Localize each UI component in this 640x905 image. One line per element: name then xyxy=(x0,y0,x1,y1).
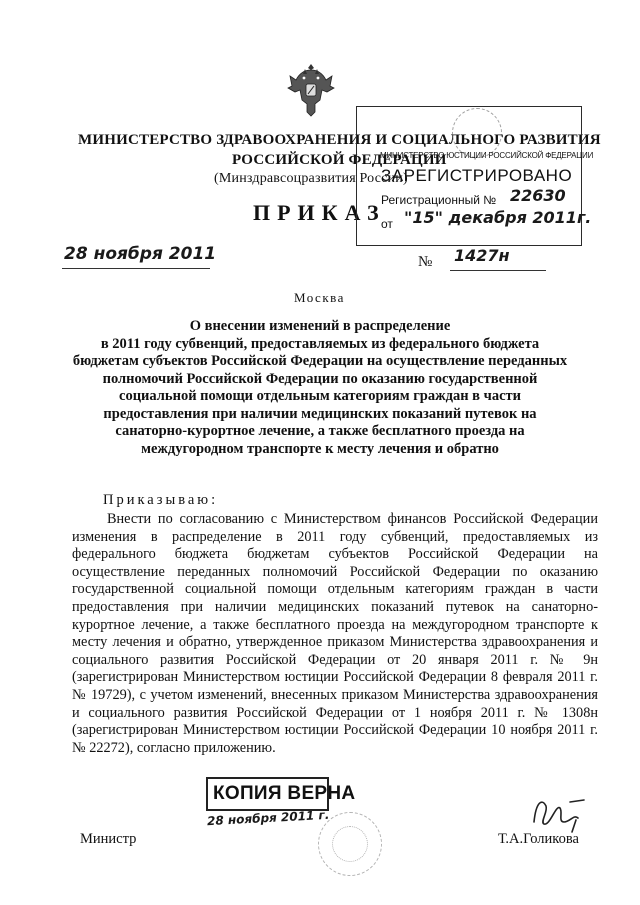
handwritten-signature-icon xyxy=(526,792,586,834)
title-line: междугородном транспорте к месту лечения и обратно xyxy=(141,440,499,457)
registration-date-prefix: от xyxy=(381,217,393,231)
ministry-name-line2: РОССИЙСКОЙ ФЕДЕРАЦИИ xyxy=(232,152,447,168)
round-seal-inner xyxy=(332,826,368,862)
title-line: бюджетам субъектов Российской Федерации на осуществление переданных xyxy=(72,353,568,369)
signer-position: Министр xyxy=(80,831,137,847)
order-directive-word: Приказываю: xyxy=(103,492,219,508)
title-line: предоставления при наличии медицинских показаний путевок на xyxy=(103,405,537,422)
city: Москва xyxy=(294,290,345,305)
order-body-text: Внести по согласованию с Министерством финансов Российской Федерации изменения в распределение в 2011 году субвенций, предоставляемых из федерального бюджета бюджетам субъектов Российской Федерации на осуществление переданных полномочий Российской Федерации по оказанию государственной социальной помощи отдельным категориям граждан в части предоставления при наличии медицинских показаний путевок на санаторно-курортное лечение, а также бесплатного проезда на междугородном транспорте к месту лечения и обратно, утвержденное приказом Министерства здравоохранения и социального развития Российской Федерации от 20 января 2011 г. № 9н (зарегистрирован Министерством юстиции Российской Федерации 8 февраля 2011 г. № 19729), с учетом изменений, внесенных приказом Министерства здравоохранения и социального развития Российской Федерации от 1 ноября 2011 г. № 1308н (зарегистрирован Министерством юстиции Российской Федерации 10 ноября 2011 г. № 22272), согласно приложению. xyxy=(72,511,598,756)
title-line: социальной помощи отдельным категориям граждан в части xyxy=(119,388,521,404)
ministry-name-line1: МИНИСТЕРСТВО ЗДРАВООХРАНЕНИЯ И СОЦИАЛЬНОГО РАЗВИТИЯ xyxy=(78,132,601,148)
registration-stamp-status: ЗАРЕГИСТРИРОВАНО xyxy=(381,166,573,185)
registration-number-value: 22630 xyxy=(510,186,566,205)
signer-name: Т.А.Голикова xyxy=(498,831,579,847)
title-line: О внесении изменений в распределение xyxy=(189,318,451,334)
title-line: полномочий Российской Федерации по оказанию государственной xyxy=(102,370,538,387)
number-underline xyxy=(450,270,546,271)
copy-certified-stamp-label: КОПИЯ ВЕРНА xyxy=(213,783,356,804)
document-type-heading: ПРИКАЗ xyxy=(253,200,386,225)
registration-date-value: "15" декабря 2011г. xyxy=(404,208,592,227)
document-title xyxy=(70,318,570,458)
order-body xyxy=(72,511,598,757)
title-line: в 2011 году субвенций, предоставляемых из федерального бюджета xyxy=(100,335,540,352)
double-headed-eagle-emblem-icon xyxy=(286,60,336,118)
copy-stamp-handwritten-date: 28 ноября 2011 г. xyxy=(206,807,330,829)
order-date: 28 ноября 2011 xyxy=(64,244,217,264)
registration-stamp-ministry: МИНИСТЕРСТВО ЮСТИЦИИ РОССИЙСКОЙ ФЕДЕРАЦИИ xyxy=(380,151,594,160)
ministry-short-name: (Минздравсоцразвития России) xyxy=(214,171,408,186)
order-number-label: № xyxy=(418,254,433,270)
date-underline xyxy=(62,268,210,269)
order-number: 1427н xyxy=(454,246,510,265)
title-line: санаторно-курортное лечение, а также бесплатного проезда на xyxy=(115,423,525,439)
registration-number-label: Регистрационный № xyxy=(381,193,497,207)
